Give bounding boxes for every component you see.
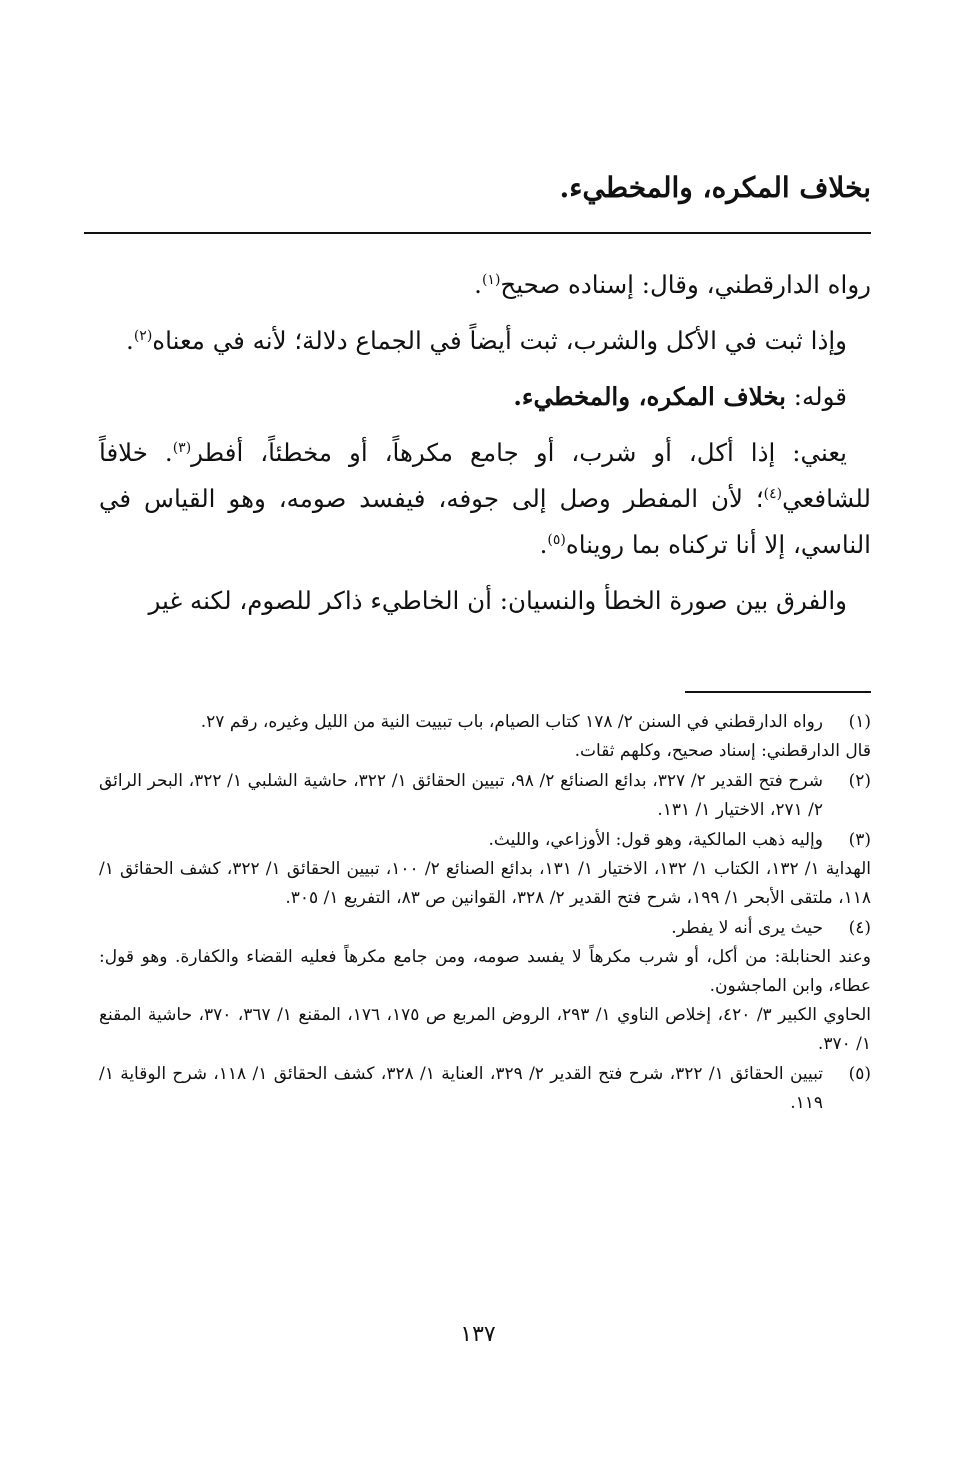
paragraph-4: يعني: إذا أكل، أو شرب، أو جامع مكرهاً، أو مخطئاً، أفطر$^{(٣)}$. خلافاً للشافعي$^{(٤)}$؛ لأن المفطر وصل إلى جوفه، فيفسد صومه، وهو القياس في الناسي، إلا أنا تركناه بما رويناه$^{(٥)}$. xyxy=(99,438,871,559)
footnote-line: قال الدارقطني: إسناد صحيح، وكلهم ثقات. xyxy=(574,741,871,761)
footnotes xyxy=(99,708,871,1119)
running-header xyxy=(91,168,871,208)
footnote-number: (١) xyxy=(848,712,871,732)
footnote-ref-2[interactable]: (٢) xyxy=(133,327,153,344)
footnote-divider xyxy=(685,691,871,693)
footnote-item xyxy=(99,1060,871,1118)
footnote-number: (٢) xyxy=(848,771,871,791)
page-number: ١٣٧ xyxy=(460,1322,496,1347)
paragraph-3: قوله: بخلاف المكره، والمخطيء. xyxy=(513,382,847,411)
footnote-item xyxy=(99,826,871,913)
footnote-ref-4[interactable]: (٤) xyxy=(763,485,783,502)
footnote-ref-1[interactable]: (١) xyxy=(481,271,501,288)
footnote-number: (٤) xyxy=(848,918,871,938)
quoted-matn: بخلاف المكره، والمخطيء. xyxy=(513,382,786,411)
footnote-line: رواه الدارقطني في السنن ٢/ ١٧٨ كتاب الصيام، باب تبييت النية من الليل وغيره، رقم ٢٧. xyxy=(200,712,823,732)
footnote-number: (٥) xyxy=(848,1064,871,1084)
footnote-item xyxy=(99,708,871,766)
running-header-text: بخلاف المكره، والمخطيء. xyxy=(559,171,871,204)
paragraph-5: والفرق بين صورة الخطأ والنسيان: أن الخاطيء ذاكر للصوم، لكنه غير xyxy=(148,586,847,615)
footnote-line: وإليه ذهب المالكية، وهو قول: الأوزاعي، والليث. xyxy=(488,830,823,850)
main-text xyxy=(99,262,871,634)
footnote-line: وعند الحنابلة: من أكل، أو شرب مكرهاً لا يفسد صومه، ومن جامع مكرهاً فعليه القضاء والكفارة. وهو قول: عطاء، وابن الماجشون. xyxy=(99,947,871,996)
footnote-line: شرح فتح القدير ٢/ ٣٢٧، بدائع الصنائع ٢/ ٩٨، تبيين الحقائق ١/ ٣٢٢، حاشية الشلبي ١/ ٣٢٢، البحر الرائق ٢/ ٢٧١، الاختيار ١/ ١٣١. xyxy=(99,771,824,820)
footnote-line: الهداية ١/ ١٣٢، الكتاب ١/ ١٣٢، الاختيار ١/ ١٣١، بدائع الصنائع ٢/ ١٠٠، تبيين الحقائق ١/ ٣٢٢، كشف الحقائق ١/ ١١٨، ملتقى الأبحر ١/ ١٩٩، شرح فتح القدير ٢/ ٣٢٨، القوانين ص ٨٣، التفريع ١/ ٣٠٥. xyxy=(99,859,872,908)
footnote-item xyxy=(99,914,871,1059)
footnote-ref-5[interactable]: (٥) xyxy=(547,531,566,548)
header-divider xyxy=(84,232,871,234)
paragraph-1: رواه الدارقطني، وقال: إسناده صحيح$^{(١)}$. xyxy=(474,270,871,299)
footnote-line: تبيين الحقائق ١/ ٣٢٢، شرح فتح القدير ٢/ ٣٢٩، العناية ١/ ٣٢٨، كشف الحقائق ١/ ١١٨، شرح الوقاية ١/ ١١٩. xyxy=(99,1064,824,1113)
paragraph-2: وإذا ثبت في الأكل والشرب، ثبت أيضاً في الجماع دلالة؛ لأنه في معناه$^{(٢)}$. xyxy=(126,326,847,355)
footnote-line: حيث يرى أنه لا يفطر. xyxy=(671,918,823,938)
footnote-number: (٣) xyxy=(848,830,871,850)
footnote-ref-3[interactable]: (٣) xyxy=(172,439,192,456)
footnote-item xyxy=(99,767,871,825)
footnote-line: الحاوي الكبير ٣/ ٤٢٠، إخلاص الناوي ١/ ٢٩٣، الروض المربع ص ١٧٥، ١٧٦، المقنع ١/ ٣٦٧، ٣٧٠، حاشية المقنع ١/ ٣٧٠. xyxy=(99,1005,871,1054)
